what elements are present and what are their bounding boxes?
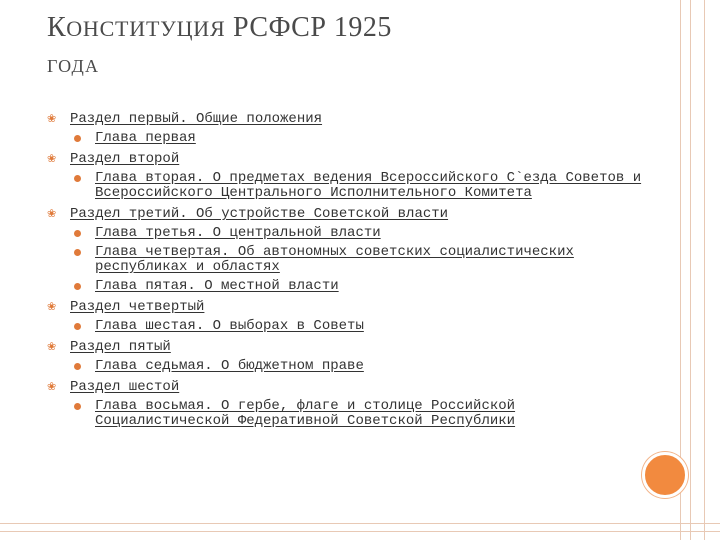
- chapter-item: [70, 245, 647, 275]
- chapter-link[interactable]: Глава шестая. О выборах в Советы: [95, 318, 364, 334]
- chapter-link[interactable]: Глава восьмая. О гербе, флаге и столице Российской Социалистической Федеративной Советской Республики: [95, 398, 516, 429]
- chapter-item: [70, 319, 647, 334]
- dot-bullet-icon: [74, 323, 81, 330]
- section-item: [47, 380, 647, 429]
- chapter-link[interactable]: Глава пятая. О местной власти: [95, 278, 339, 294]
- title-tail: РСФСР 1925: [225, 12, 392, 43]
- section-link[interactable]: Раздел пятый: [70, 339, 171, 355]
- section-item: [47, 300, 647, 334]
- decorative-circle: [642, 452, 688, 498]
- section-item: [47, 112, 647, 146]
- dot-bullet-icon: [74, 135, 81, 142]
- chapter-link[interactable]: Глава седьмая. О бюджетном праве: [95, 358, 364, 374]
- border-line: [0, 531, 720, 532]
- chapter-item: [70, 399, 647, 429]
- flower-bullet-icon: ❀: [47, 300, 57, 313]
- section-link[interactable]: Раздел третий. Об устройстве Советской власти: [70, 206, 449, 222]
- dot-bullet-icon: [74, 363, 81, 370]
- chapter-link[interactable]: Глава третья. О центральной власти: [95, 225, 381, 241]
- chapter-item: [70, 279, 647, 294]
- chapter-link[interactable]: Глава вторая. О предметах ведения Всероссийского С`езда Советов и Всероссийского Центрального Исполнительного Комитета: [95, 170, 642, 201]
- chapter-list: [70, 131, 647, 146]
- chapter-list: [70, 359, 647, 374]
- border-line: [0, 523, 720, 524]
- slide-subtitle: ГОДА: [47, 56, 100, 76]
- slide-title: [47, 10, 647, 47]
- border-line: [704, 0, 705, 540]
- section-item: [47, 207, 647, 294]
- flower-bullet-icon: ❀: [47, 207, 57, 220]
- chapter-item: [70, 226, 647, 241]
- section-link[interactable]: Раздел первый. Общие положения: [70, 111, 323, 127]
- dot-bullet-icon: [74, 249, 81, 256]
- chapter-link[interactable]: Глава первая: [95, 130, 196, 146]
- section-link[interactable]: Раздел четвертый: [70, 299, 205, 315]
- dot-bullet-icon: [74, 403, 81, 410]
- flower-bullet-icon: ❀: [47, 112, 57, 125]
- section-item: [47, 152, 647, 201]
- chapter-list: [70, 226, 647, 294]
- title-first-letter: К: [47, 12, 67, 43]
- title-word: ОНСТИТУЦИЯ: [66, 16, 226, 41]
- flower-bullet-icon: ❀: [47, 340, 57, 353]
- chapter-list: [70, 399, 647, 429]
- chapter-list: [70, 171, 647, 201]
- section-link[interactable]: Раздел шестой: [70, 379, 180, 395]
- chapter-item: [70, 171, 647, 201]
- border-line: [680, 0, 681, 540]
- border-line: [690, 0, 691, 540]
- chapter-item: [70, 131, 647, 146]
- contents-list: [47, 112, 647, 429]
- chapter-item: [70, 359, 647, 374]
- dot-bullet-icon: [74, 230, 81, 237]
- chapter-list: [70, 319, 647, 334]
- flower-bullet-icon: ❀: [47, 152, 57, 165]
- section-link[interactable]: Раздел второй: [70, 151, 180, 167]
- flower-bullet-icon: ❀: [47, 380, 57, 393]
- section-item: [47, 340, 647, 374]
- chapter-link[interactable]: Глава четвертая. Об автономных советских социалистических республиках и областях: [95, 244, 574, 275]
- dot-bullet-icon: [74, 283, 81, 290]
- dot-bullet-icon: [74, 175, 81, 182]
